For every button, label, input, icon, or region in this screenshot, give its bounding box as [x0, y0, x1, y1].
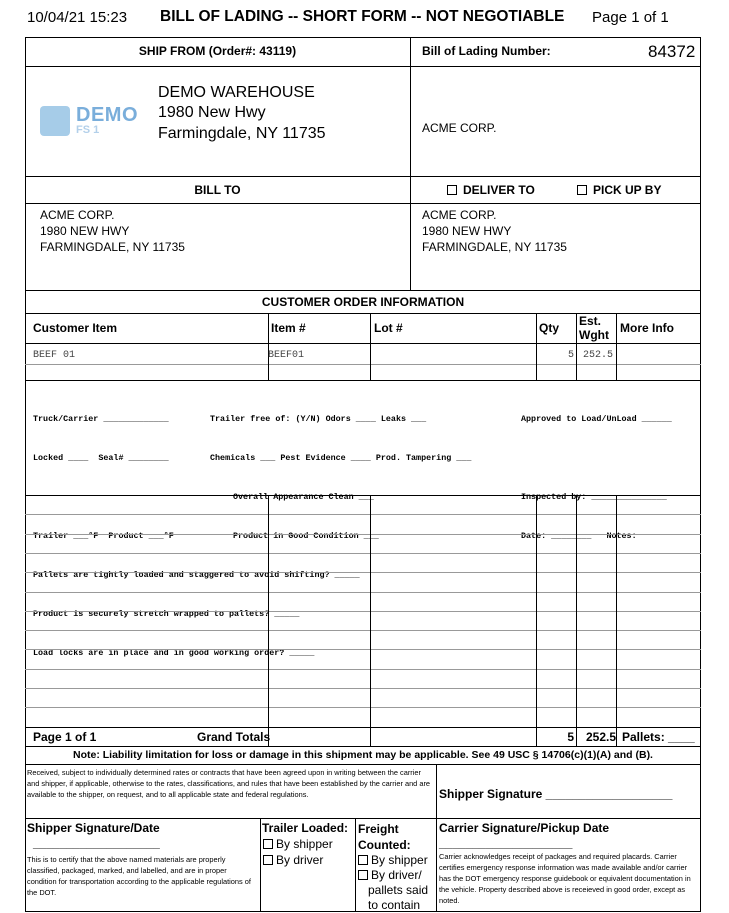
trailer-driver-checkbox[interactable] — [263, 855, 273, 865]
deliver-to-option[interactable]: DELIVER TO — [447, 183, 535, 197]
col-est-weight: Est. Wght — [579, 314, 609, 342]
total-qty: 5 — [567, 730, 574, 744]
bol-customer: ACME CORP. — [422, 121, 497, 135]
checklist-line-locked: Locked ____ Seal# ________ — [33, 453, 169, 463]
pick-up-by-option[interactable]: PICK UP BY — [577, 183, 661, 197]
freight-counted-label: Freight Counted: — [358, 822, 411, 852]
certify-text: This is to certify that the above named materials are properly classified, packaged, marked, and labelled, and are in proper condition for transportation according to the applicable regulations of the DOT. — [27, 855, 251, 897]
freight-counted-by-shipper[interactable]: By shipper — [358, 853, 428, 867]
row-qty: 5 — [567, 350, 574, 361]
deliver-to-address: ACME CORP. 1980 NEW HWY FARMINGDALE, NY 11735 — [422, 208, 567, 254]
inspection-checklist-middle: Trailer free of: (Y/N) Odors ____ Leaks ___ Chemicals ___ Pest Evidence ____ Prod. Tampering ___ Overall Appearance Clean ___ Product in Good Condition ___ — [210, 414, 472, 541]
company-logo-icon — [40, 106, 70, 136]
grid-rule — [25, 553, 701, 554]
freight-shipper-checkbox[interactable] — [358, 855, 368, 865]
trailer-loaded-by-driver[interactable]: By driver — [263, 853, 323, 867]
checklist-line-wrap: Product is securely stretch wrapped to pallets? _____ — [33, 609, 300, 619]
deliver-to-checkbox[interactable] — [447, 185, 457, 195]
grid-rule — [25, 514, 701, 515]
col-qty: Qty — [539, 321, 560, 335]
carrier-signature-line[interactable]: ____________________ — [439, 836, 573, 850]
col-lot-number: Lot # — [374, 321, 403, 335]
grid-rule — [25, 688, 701, 689]
logo-text: DEMO — [76, 104, 138, 126]
grid-rule — [25, 649, 701, 650]
received-terms: Received, subject to individually determined rates or contracts that have been agreed upon in writing between the carrier and shipper, if applicable, otherwise to the rates, classifications, and rules that have been established by the carrier and are available to the shipper, on request, and to all applicable state and federal regulations. — [27, 768, 431, 799]
grid-rule — [25, 611, 701, 612]
total-weight: 252.5 — [585, 730, 616, 744]
row-customer-item: BEEF 01 — [33, 350, 76, 361]
page-indicator: Page 1 of 1 — [592, 9, 669, 26]
checklist-line-truck: Truck/Carrier _____________ — [33, 414, 169, 424]
inspection-checklist-right: Approved to Load/UnLoad ______ Inspected by: _______________ Date: ________ Notes: — [521, 414, 672, 541]
bol-number-label: Bill of Lading Number: — [422, 44, 551, 58]
shipper-signature[interactable]: Shipper Signature ___________________ — [439, 787, 673, 801]
shipper-signature-date-label: Shipper Signature/Date — [27, 821, 160, 835]
trailer-shipper-checkbox[interactable] — [263, 839, 273, 849]
grid-rule — [25, 669, 701, 670]
document-title: BILL OF LADING -- SHORT FORM -- NOT NEGOTIABLE — [160, 8, 565, 25]
ship-from-city: Farmingdale, NY 11735 — [158, 125, 326, 142]
ship-from-street: 1980 New Hwy — [158, 104, 266, 121]
grid-rule — [25, 707, 701, 708]
checklist-line-loadlocks: Load locks are in place and in good working order? _____ — [33, 648, 315, 658]
freight-driver-checkbox[interactable] — [358, 870, 368, 880]
logo-subtext: FS 1 — [76, 124, 100, 136]
shipper-signature-line[interactable]: ___________________ — [33, 836, 160, 850]
freight-pallets-said: pallets said — [368, 883, 429, 897]
ship-from-label: SHIP FROM (Order#: 43119) — [138, 44, 297, 58]
col-item-number: Item # — [271, 321, 306, 335]
bill-to-label: BILL TO — [194, 183, 241, 197]
bill-to-address: ACME CORP. 1980 NEW HWY FARMINGDALE, NY 11735 — [40, 208, 185, 254]
row-item-number: BEEF01 — [268, 350, 305, 361]
grid-rule — [25, 592, 701, 593]
carrier-signature-date-label: Carrier Signature/Pickup Date — [439, 821, 610, 835]
grid-rule — [25, 572, 701, 573]
freight-to-contain: to contain — [368, 898, 421, 912]
checklist-line-temp: Trailer ___°F Product ___°F — [33, 531, 174, 541]
bol-number: 84372 — [648, 42, 696, 61]
trailer-loaded-label: Trailer Loaded: — [262, 821, 349, 835]
totals-page: Page 1 of 1 — [33, 730, 97, 744]
freight-counted-by-driver[interactable]: By driver/ — [358, 868, 422, 882]
row-weight: 252.5 — [583, 350, 614, 361]
print-datetime: 10/04/21 15:23 — [27, 9, 128, 26]
trailer-loaded-by-shipper[interactable]: By shipper — [263, 837, 333, 851]
pick-up-by-checkbox[interactable] — [577, 185, 587, 195]
col-customer-item: Customer Item — [33, 321, 118, 335]
ship-from-name: DEMO WAREHOUSE — [158, 84, 315, 101]
grid-rule — [25, 534, 701, 535]
grid-rule — [25, 630, 701, 631]
order-info-title: CUSTOMER ORDER INFORMATION — [261, 295, 465, 309]
carrier-acknowledgement: Carrier acknowledges receipt of packages and required placards. Carrier certifies emergency response information was made available and/or carrier has the DOT emergency response guidebook or equivalent documentation in the vehicle. Property described above is receieved in good order, except as noted. — [439, 852, 691, 905]
grand-totals-label: Grand Totals — [197, 730, 271, 744]
col-more-info: More Info — [620, 321, 674, 335]
total-pallets: Pallets: ____ — [622, 730, 695, 744]
liability-note: Note: Liability limitation for loss or damage in this shipment may be applicable. See 49 USC § 14706(c)(1)(A) and (B). — [73, 749, 653, 761]
checklist-line-pallets: Pallets are tightly loaded and staggered to avoid shifting? _____ — [33, 570, 360, 580]
